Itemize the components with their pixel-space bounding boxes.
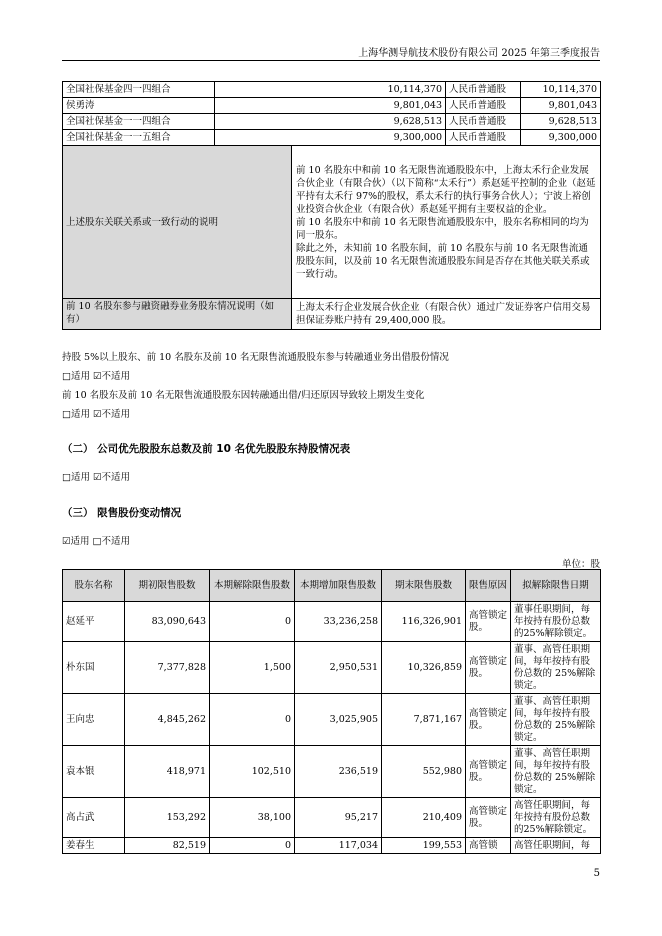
release-date: 董事任职期间，每年按持有股份总数的25%解除锁定。 <box>511 602 601 642</box>
header-rule <box>62 60 600 61</box>
share-type: 人民币普通股 <box>446 114 521 130</box>
shareholder-name: 袁本银 <box>63 746 125 798</box>
table-row <box>63 798 601 838</box>
table-header-row <box>63 570 601 602</box>
release-date: 董事、高管任职期间，每年按持有股份总数的 25%解除锁定。 <box>511 642 601 694</box>
begin-restricted: 418,971 <box>125 746 210 798</box>
relation-paragraph: 前 10 名股东中和前 10 名无限售流通股股东中，上海太禾行企业发展合伙企业（有限合伙）（以下简称“太禾行”）系赵延平控制的企业（赵延平持有太禾行 97%的股权，系太禾行的执行事务合伙人）；宁波上裕创业投资合伙企业（有限合伙）系赵延平拥有主要权益的企业。 <box>296 164 596 215</box>
note-line: 前 10 名股东及前 10 名无限售流通股股东因转融通出借/归还原因导致较上期发生变化 <box>62 390 425 401</box>
begin-restricted: 82,519 <box>125 838 210 854</box>
shareholder-name: 王向忠 <box>63 694 125 746</box>
shareholder-name: 姜春生 <box>63 838 125 854</box>
relation-label: 上述股东关联关系或一致行动的说明 <box>63 146 292 299</box>
table-row <box>63 299 601 330</box>
end-restricted: 199,553 <box>382 838 466 854</box>
release-date: 高管任职期间，每 <box>511 838 601 854</box>
column-header: 本期增加限售股数 <box>295 570 382 602</box>
page-number: 5 <box>593 868 600 879</box>
end-restricted: 116,326,901 <box>382 602 466 642</box>
released-restricted: 0 <box>210 838 295 854</box>
share-count: 9,801,043 <box>521 98 601 114</box>
column-header: 期末限售股数 <box>382 570 466 602</box>
released-restricted: 1,500 <box>210 642 295 694</box>
restricted-shares-table <box>62 569 601 854</box>
applicability-check: □适用 ☑不适用 <box>62 371 131 382</box>
applicability-check: □适用 ☑不适用 <box>62 409 131 420</box>
share-type: 人民币普通股 <box>446 98 521 114</box>
release-date: 董事、高管任职期间，每年按持有股份总数的 25%解除锁定。 <box>511 746 601 798</box>
begin-restricted: 83,090,643 <box>125 602 210 642</box>
table-row <box>63 82 601 98</box>
relation-paragraph: 前 10 名股东中和前 10 名无限售流通股股东中，股东名称相同的均为同一股东。 <box>296 216 589 241</box>
table-row <box>63 602 601 642</box>
restriction-reason: 高管锁定股。 <box>466 694 511 746</box>
added-restricted: 95,217 <box>295 798 382 838</box>
release-date: 董事、高管任职期间，每年按持有股份总数的 25%解除锁定。 <box>511 694 601 746</box>
share-count: 10,114,370 <box>521 82 601 98</box>
added-restricted: 33,236,258 <box>295 602 382 642</box>
table-row <box>63 838 601 854</box>
added-restricted: 2,950,531 <box>295 642 382 694</box>
relation-description <box>292 146 601 299</box>
shareholder-name: 侯勇涛 <box>63 98 215 114</box>
table-row <box>63 146 601 299</box>
end-restricted: 7,871,167 <box>382 694 466 746</box>
column-header: 期初限售股数 <box>125 570 210 602</box>
shareholder-name: 赵延平 <box>63 602 125 642</box>
applicability-check: □适用 ☑不适用 <box>62 472 131 483</box>
released-restricted: 0 <box>210 694 295 746</box>
release-date: 高管任职期间，每年按持有股份总数的25%解除锁定。 <box>511 798 601 838</box>
shareholder-name: 全国社保基金一一五组合 <box>63 130 215 146</box>
section-title: （二） 公司优先股股东总数及前 10 名优先股股东持股情况表 <box>62 443 351 455</box>
added-restricted: 3,025,905 <box>295 694 382 746</box>
shareholder-name: 高占武 <box>63 798 125 838</box>
section-title: （三） 限售股份变动情况 <box>62 507 182 519</box>
added-restricted: 117,034 <box>295 838 382 854</box>
released-restricted: 0 <box>210 602 295 642</box>
begin-restricted: 4,845,262 <box>125 694 210 746</box>
begin-restricted: 153,292 <box>125 798 210 838</box>
restriction-reason: 高管锁定股。 <box>466 746 511 798</box>
added-restricted: 236,519 <box>295 746 382 798</box>
released-restricted: 38,100 <box>210 798 295 838</box>
relation-paragraph: 除此之外，未知前 10 名股东间，前 10 名股东与前 10 名无限售流通股股东间，以及前 10 名无限售流通股股东间是否存在其他关联关系或一致行动。 <box>296 242 590 280</box>
column-header: 拟解除限售日期 <box>511 570 601 602</box>
share-quantity: 9,628,513 <box>215 114 446 130</box>
share-count: 9,300,000 <box>521 130 601 146</box>
column-header: 本期解除限售股数 <box>210 570 295 602</box>
restriction-reason: 高管锁定股。 <box>466 642 511 694</box>
applicability-check: ☑适用 □不适用 <box>62 536 131 547</box>
shareholder-name: 全国社保基金一一四组合 <box>63 114 215 130</box>
table-row <box>63 746 601 798</box>
margin-description: 上海太禾行企业发展合伙企业（有限合伙）通过广发证券客户信用交易担保证券账户持有 29,400,000 股。 <box>292 299 601 330</box>
report-header: 上海华测导航技术股份有限公司 2025 年第三季度报告 <box>358 48 600 59</box>
table-row <box>63 130 601 146</box>
table-row <box>63 642 601 694</box>
share-quantity: 9,300,000 <box>215 130 446 146</box>
unit-label: 单位：股 <box>561 559 600 570</box>
top-shareholders-table <box>62 81 601 330</box>
share-quantity: 9,801,043 <box>215 98 446 114</box>
note-line: 持股 5%以上股东、前 10 名股东及前 10 名无限售流通股股东参与转融通业务出借股份情况 <box>62 352 449 363</box>
restriction-reason: 高管锁 <box>466 838 511 854</box>
end-restricted: 552,980 <box>382 746 466 798</box>
table-row <box>63 114 601 130</box>
share-type: 人民币普通股 <box>446 82 521 98</box>
end-restricted: 210,409 <box>382 798 466 838</box>
shareholder-name: 朴东国 <box>63 642 125 694</box>
margin-label: 前 10 名股东参与融资融券业务股东情况说明（如有） <box>63 299 292 330</box>
share-quantity: 10,114,370 <box>215 82 446 98</box>
restriction-reason: 高管锁定股。 <box>466 798 511 838</box>
table-row <box>63 694 601 746</box>
share-count: 9,628,513 <box>521 114 601 130</box>
released-restricted: 102,510 <box>210 746 295 798</box>
table-row <box>63 98 601 114</box>
shareholder-name: 全国社保基金四一四组合 <box>63 82 215 98</box>
end-restricted: 10,326,859 <box>382 642 466 694</box>
column-header: 限售原因 <box>466 570 511 602</box>
restriction-reason: 高管锁定股。 <box>466 602 511 642</box>
share-type: 人民币普通股 <box>446 130 521 146</box>
column-header: 股东名称 <box>63 570 125 602</box>
begin-restricted: 7,377,828 <box>125 642 210 694</box>
